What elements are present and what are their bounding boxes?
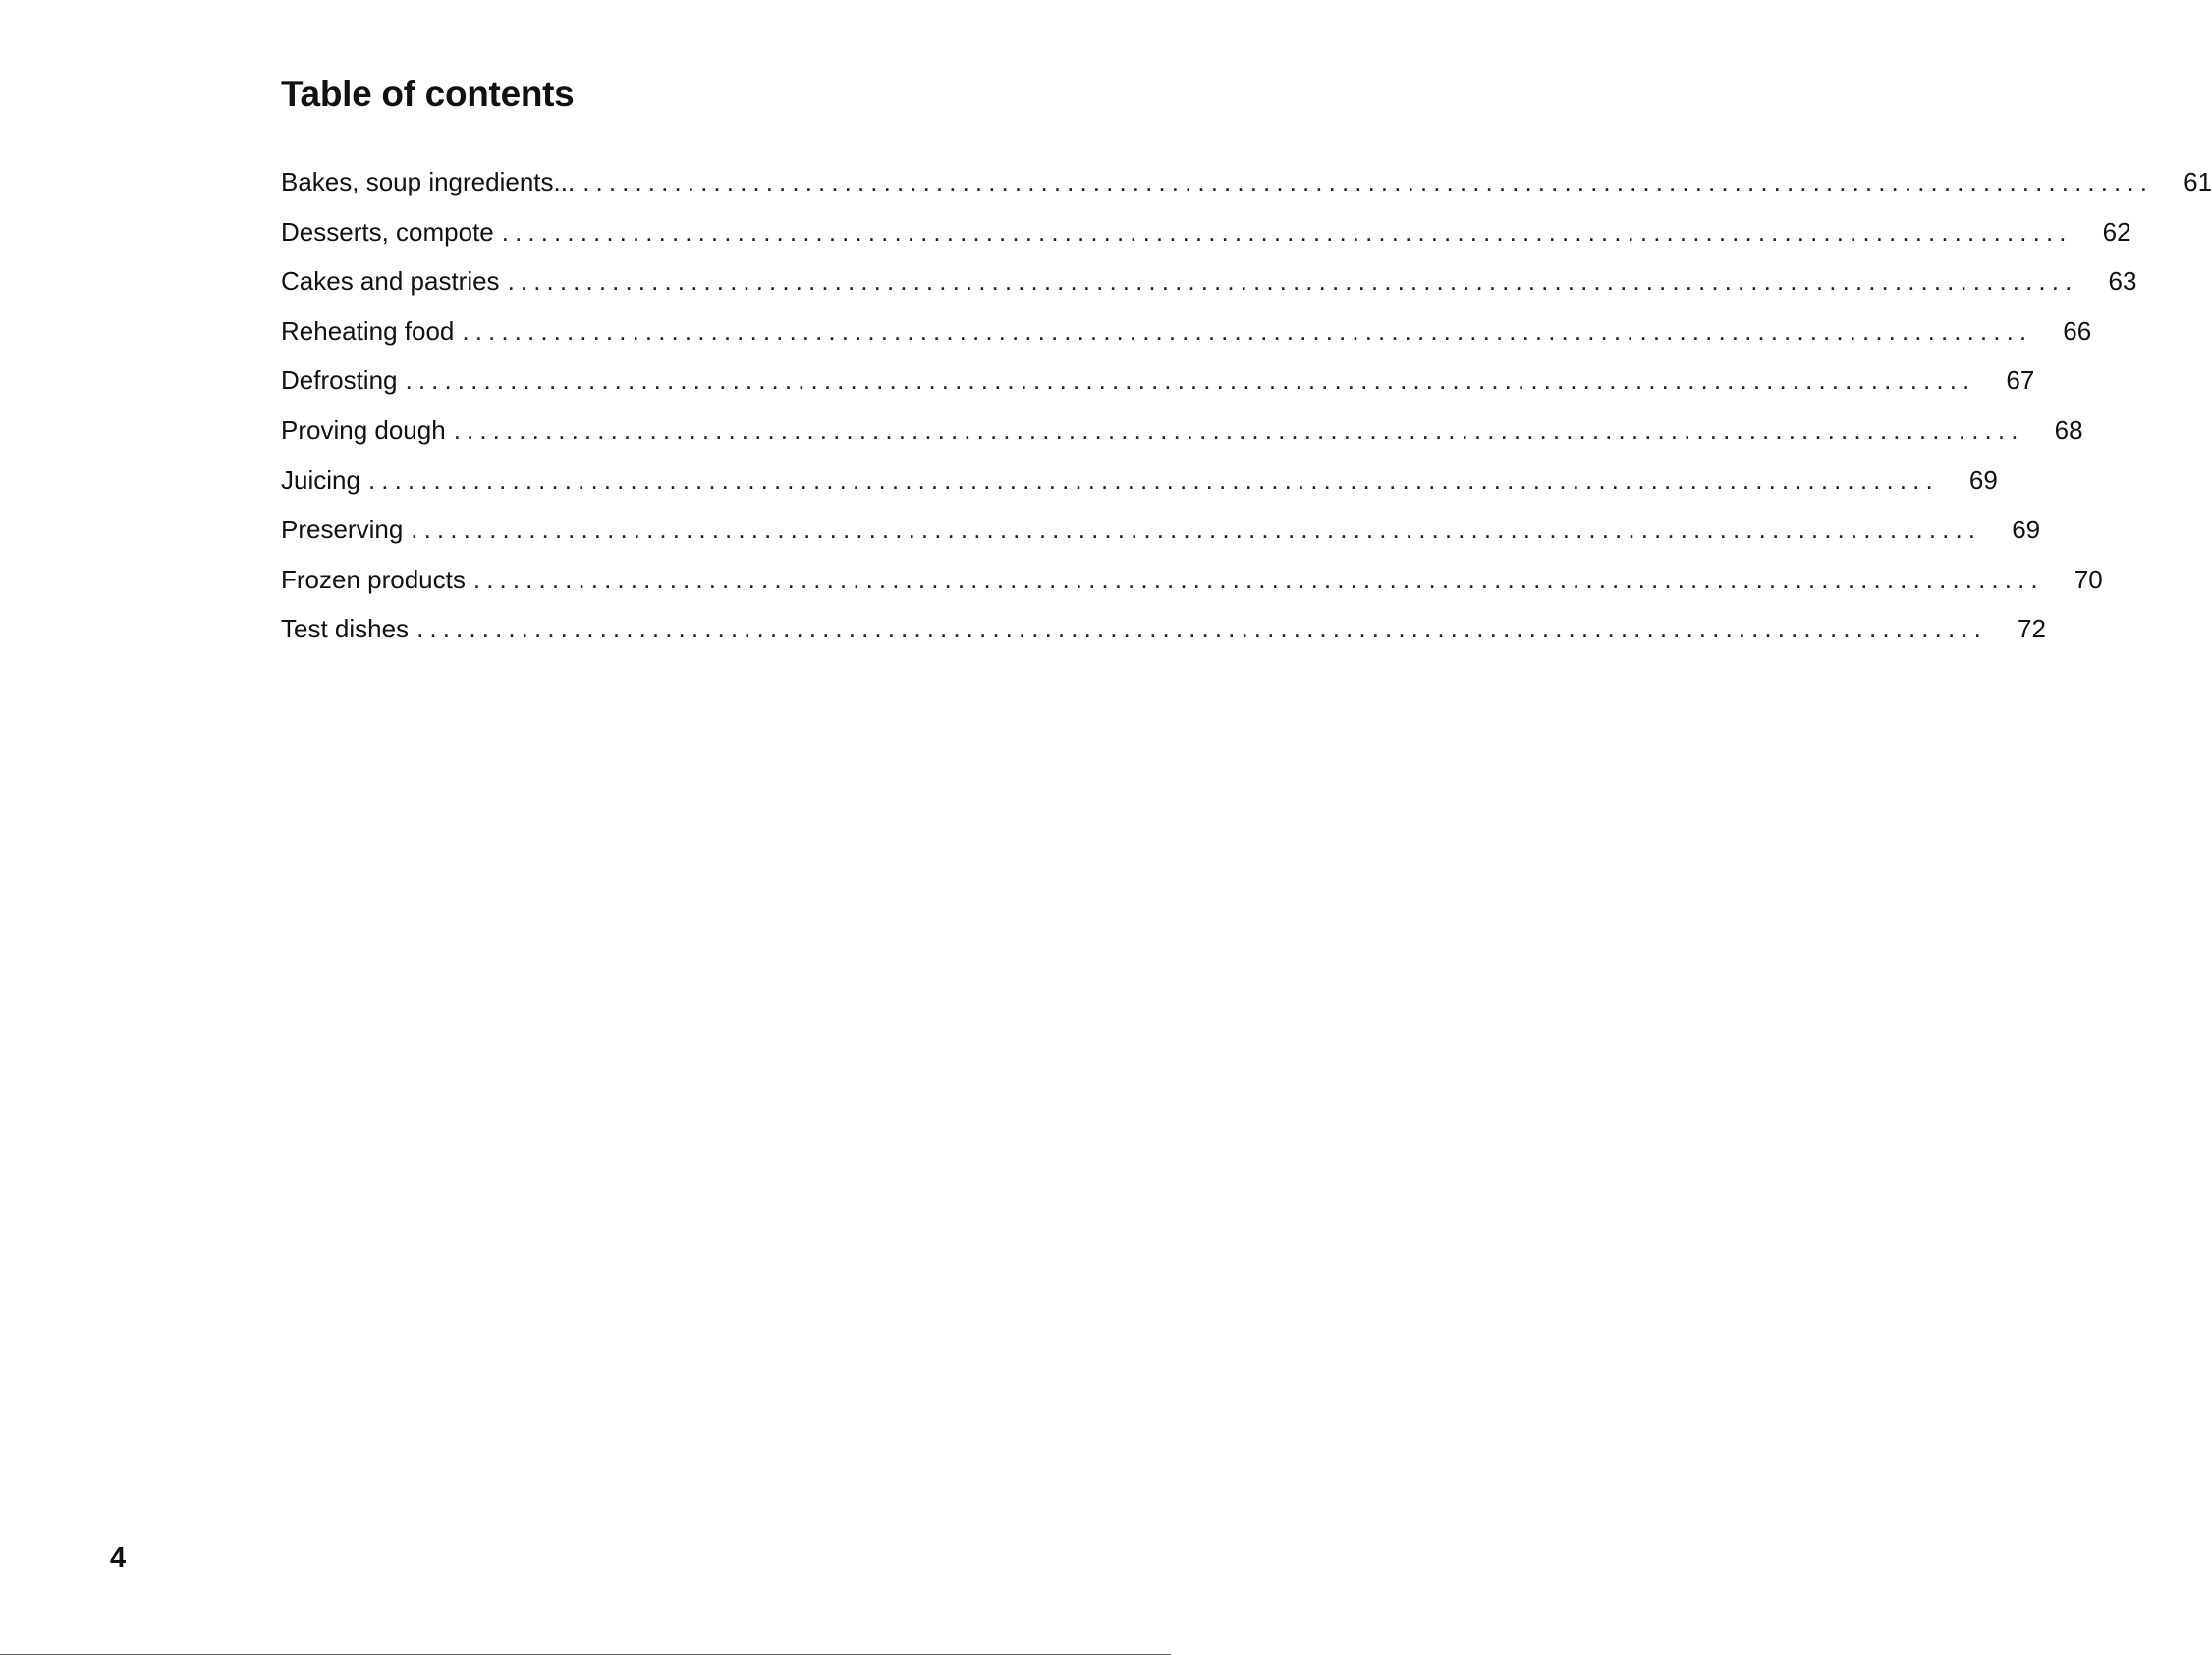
page-number: 4 [110,1542,127,1573]
toc-leader-dots: ........................................................................................................................ [472,564,2044,594]
toc-entry[interactable] [281,406,2083,456]
toc-leader-dots: ........................................................................................................................ [462,315,2033,346]
toc-entry-page: 69 [2012,515,2041,545]
toc-leader-dots: ........................................................................................................................ [367,465,1939,495]
toc-entry[interactable] [281,207,2131,257]
toc-entry-label: Proving dough [281,414,446,445]
toc-entry-label: Defrosting [281,365,398,396]
toc-leader-dots: ........................................................................................................................ [507,266,2078,297]
toc-entry-label: Bakes, soup ingredients... [281,167,576,196]
toc-entry-page: 67 [2006,365,2035,396]
table-of-contents [281,157,2212,654]
toc-entry-label: Desserts, compote [281,216,494,247]
toc-leader-dots: ........................................................................................................................ [501,216,2073,247]
toc-entry-label: Test dishes [281,614,410,644]
toc-entry-page: 62 [2102,216,2131,247]
toc-entry[interactable] [281,306,2092,357]
toc-leader-dots: ........................................................................................................................ [416,614,1987,644]
toc-entry[interactable] [281,555,2103,605]
toc-entry[interactable] [281,256,2137,306]
toc-entry-page: 61 [2184,167,2212,196]
toc-entry-page: 66 [2063,315,2092,346]
toc-entry-label: Juicing [281,465,360,495]
toc-entry-page: 72 [2018,614,2046,644]
toc-entry[interactable] [281,356,2035,406]
page-title: Table of contents [281,74,575,114]
toc-entry-label: Cakes and pastries [281,266,500,297]
toc-entry-page: 68 [2054,414,2083,445]
toc-entry-page: 69 [1968,465,1998,495]
toc-entry-page: 63 [2108,266,2137,297]
toc-entry-page: 70 [2074,564,2103,594]
toc-leader-dots: ........................................................................................................................ [411,515,1982,545]
toc-entry[interactable] [281,456,1998,506]
toc-entry-label: Reheating food [281,315,455,346]
toc-entry-label: Frozen products [281,564,466,594]
toc-leader-dots: ........................................................................................................................ [405,365,1976,396]
toc-leader-dots: ........................................................................................................................ [453,414,2024,445]
toc-entry[interactable] [281,505,2041,555]
toc-entry[interactable] [281,157,2212,207]
toc-entry-label: Preserving [281,515,404,545]
toc-entry[interactable] [281,604,2046,654]
toc-leader-dots: ........................................................................................................................ [582,167,2154,196]
